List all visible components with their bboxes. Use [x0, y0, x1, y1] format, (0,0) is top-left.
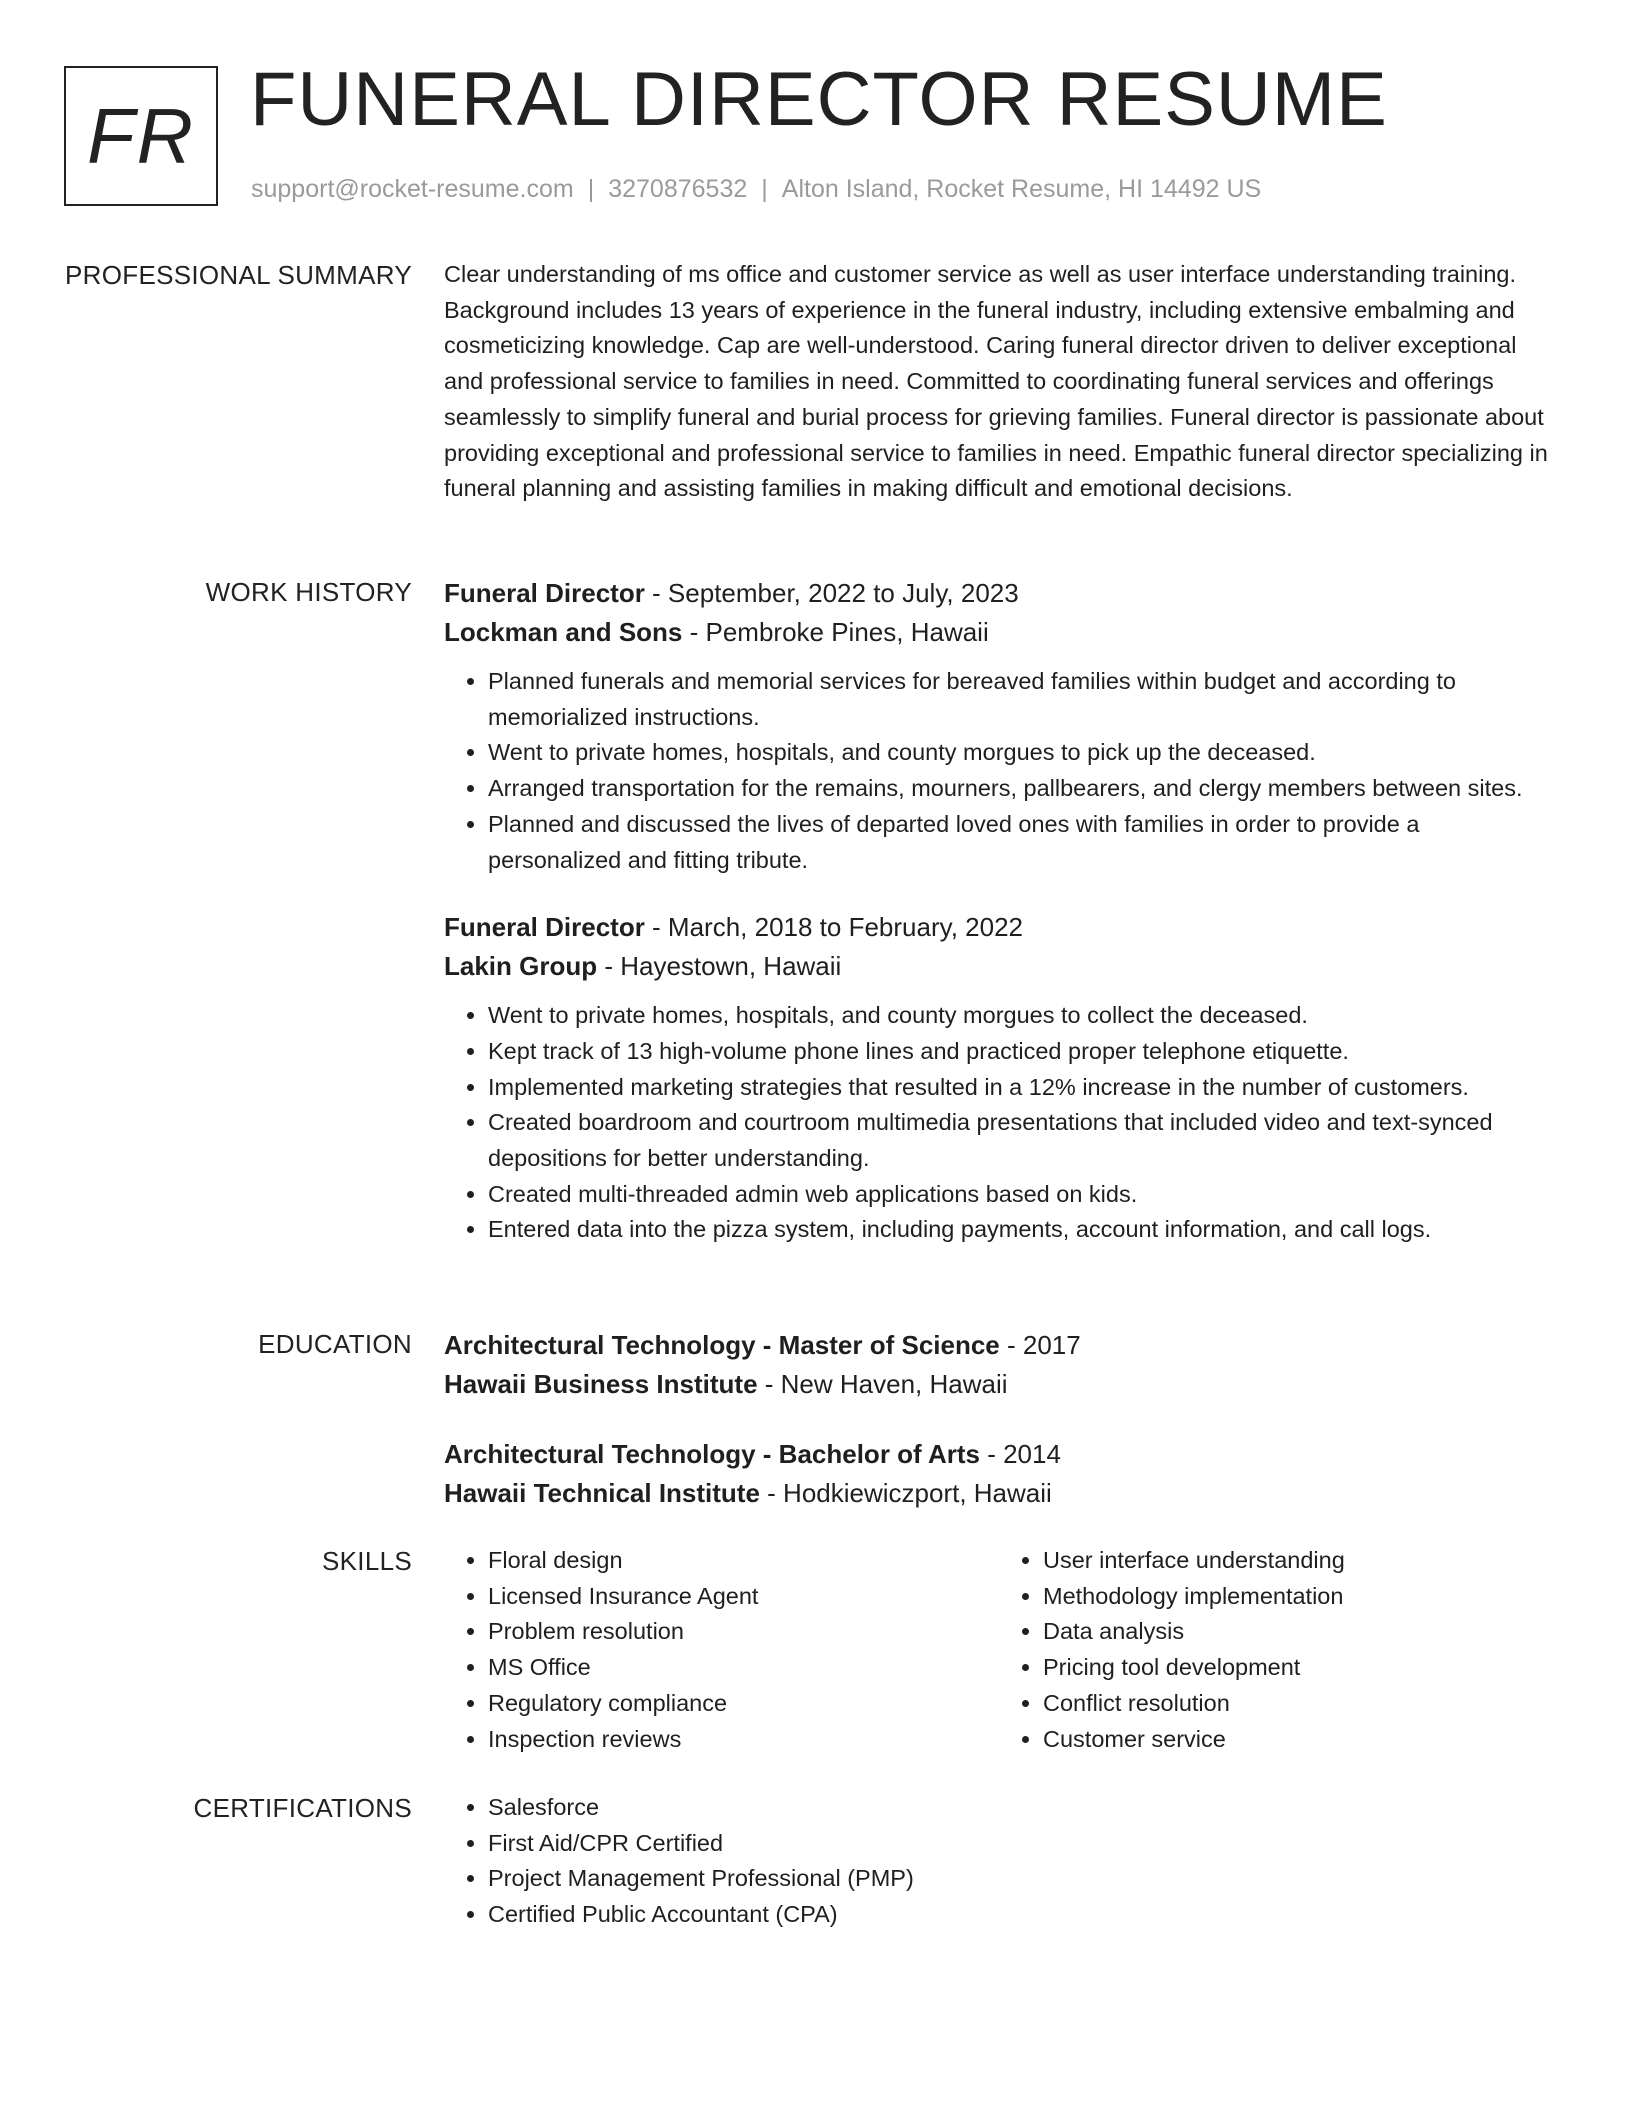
- job-location: - Pembroke Pines, Hawaii: [682, 617, 989, 647]
- skills-columns: [444, 1543, 1554, 1757]
- skill-item: • User interface understanding: [1043, 1543, 1554, 1579]
- skill-item: • Conflict resolution: [1043, 1686, 1554, 1722]
- job-entry: [444, 908, 1554, 1248]
- monogram-logo: FR: [64, 66, 218, 206]
- job-bullet: • Planned and discussed the lives of departed loved ones with families in order to provide a personalized and fitting tribute.: [488, 807, 1554, 878]
- education-degree: Architectural Technology - Bachelor of Arts: [444, 1439, 980, 1469]
- education-school: Hawaii Technical Institute: [444, 1478, 760, 1508]
- job-company-line: [444, 947, 1554, 986]
- job-company: Lockman and Sons: [444, 617, 683, 647]
- certification-item: • Certified Public Accountant (CPA): [488, 1897, 1554, 1933]
- skills-list-left: [444, 1543, 999, 1757]
- skill-item: • Regulatory compliance: [488, 1686, 999, 1722]
- education-degree-line: [444, 1326, 1554, 1365]
- certification-item: • Project Management Professional (PMP): [488, 1861, 1554, 1897]
- education-entry: [444, 1435, 1554, 1513]
- skill-item: • Problem resolution: [488, 1614, 999, 1650]
- education-school: Hawaii Business Institute: [444, 1369, 758, 1399]
- summary-body: [444, 257, 1554, 507]
- skill-item: • Customer service: [1043, 1722, 1554, 1758]
- job-title: Funeral Director: [444, 578, 645, 608]
- skill-item: • Pricing tool development: [1043, 1650, 1554, 1686]
- certification-item: • First Aid/CPR Certified: [488, 1826, 1554, 1862]
- certification-item: • Salesforce: [488, 1790, 1554, 1826]
- certifications-body: [444, 1790, 1554, 1933]
- job-entry: [444, 574, 1554, 878]
- education-school-line: [444, 1365, 1554, 1404]
- contact-separator: |: [761, 175, 768, 203]
- section-label-education: EDUCATION: [258, 1329, 412, 1359]
- education-year: - 2014: [979, 1439, 1061, 1469]
- job-bullet: • Kept track of 13 high-volume phone lines and practiced proper telephone etiquette.: [488, 1034, 1554, 1070]
- job-bullet: • Planned funerals and memorial services for bereaved families within budget and according to memorialized instructions.: [488, 664, 1554, 735]
- job-bullets: [444, 664, 1554, 878]
- job-company-line: [444, 613, 1554, 652]
- education-degree: Architectural Technology - Master of Science: [444, 1330, 1000, 1360]
- education-degree-line: [444, 1435, 1554, 1474]
- job-bullet: • Went to private homes, hospitals, and county morgues to pick up the deceased.: [488, 735, 1554, 771]
- skill-item: • Inspection reviews: [488, 1722, 999, 1758]
- work-history-body: [444, 574, 1554, 1248]
- summary-text: Clear understanding of ms office and customer service as well as user interface understanding training. Background includes 13 years of experience in the funeral industry, including extensive embalming and cosmeticizing knowledge. Cap are well-understood. Caring funeral director driven to deliver exceptional and professional service to families in need. Committed to coordinating funeral services and offerings seamlessly to simplify funeral and burial process for grieving families. Funeral director is passionate about providing exceptional and professional service to families in need. Empathic funeral director specializing in funeral planning and assisting families in making difficult and emotional decisions.: [444, 261, 1548, 502]
- skill-item: • Floral design: [488, 1543, 999, 1579]
- contact-separator: |: [587, 175, 595, 203]
- job-company: Lakin Group: [444, 951, 598, 982]
- contact-phone: 3270876532: [608, 175, 748, 203]
- skills-body: [444, 1543, 1554, 1757]
- job-dates: - March, 2018 to February, 2022: [644, 912, 1023, 943]
- job-title-line: [444, 574, 1554, 613]
- contact-line: [251, 174, 1261, 204]
- skill-item: • Licensed Insurance Agent: [488, 1579, 999, 1615]
- contact-address: Alton Island, Rocket Resume, HI 14492 US: [781, 175, 1262, 203]
- skill-item: • MS Office: [488, 1650, 999, 1686]
- education-entry: [444, 1326, 1554, 1404]
- skills-list-right: [999, 1543, 1554, 1757]
- certifications-list: [444, 1790, 1554, 1933]
- job-title-line: [444, 908, 1554, 947]
- job-bullet: • Went to private homes, hospitals, and county morgues to collect the deceased.: [488, 998, 1554, 1034]
- education-school-line: [444, 1474, 1554, 1513]
- job-title: Funeral Director: [444, 912, 645, 943]
- job-bullet: • Entered data into the pizza system, including payments, account information, and call logs.: [488, 1212, 1554, 1248]
- education-year: - 2017: [999, 1330, 1081, 1360]
- job-location: - Hayestown, Hawaii: [597, 951, 842, 982]
- job-dates: - September, 2022 to July, 2023: [644, 578, 1019, 608]
- section-label-certifications: CERTIFICATIONS: [193, 1793, 412, 1823]
- job-bullet: • Created boardroom and courtroom multimedia presentations that included video and text-synced depositions for better understanding.: [488, 1105, 1554, 1176]
- section-label-summary: PROFESSIONAL SUMMARY: [65, 260, 412, 290]
- skill-item: • Methodology implementation: [1043, 1579, 1554, 1615]
- skill-item: • Data analysis: [1043, 1614, 1554, 1650]
- education-location: - Hodkiewiczport, Hawaii: [759, 1478, 1052, 1508]
- job-bullet: • Implemented marketing strategies that resulted in a 12% increase in the number of customers.: [488, 1070, 1554, 1106]
- job-bullet: • Arranged transportation for the remains, mourners, pallbearers, and clergy members between sites.: [488, 771, 1554, 807]
- section-label-skills: SKILLS: [322, 1546, 412, 1576]
- section-label-work-history: WORK HISTORY: [205, 577, 412, 607]
- contact-email: support@rocket-resume.com: [251, 175, 574, 203]
- job-bullet: • Created multi-threaded admin web applications based on kids.: [488, 1177, 1554, 1213]
- resume-title: FUNERAL DIRECTOR RESUME: [250, 57, 1388, 142]
- job-bullets: [444, 998, 1554, 1248]
- education-body: [444, 1326, 1554, 1513]
- education-location: - New Haven, Hawaii: [757, 1369, 1008, 1399]
